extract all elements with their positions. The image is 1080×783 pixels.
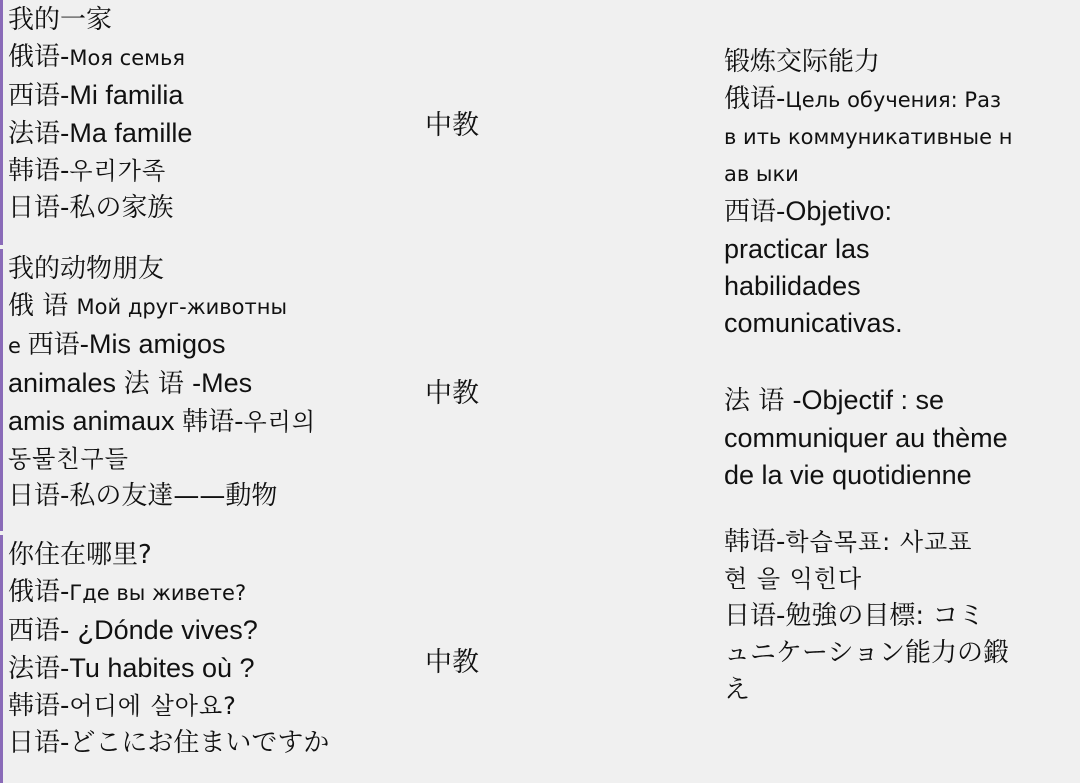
japanese-line: え: [724, 675, 751, 705]
french-line: [8, 115, 414, 153]
lesson-cell-family: [0, 0, 418, 245]
spanish-text: Objetivo:: [785, 196, 892, 226]
spacer: [724, 494, 1072, 524]
russian-line: [8, 288, 414, 326]
spanish-line: [8, 612, 414, 650]
korean-line: [724, 524, 1072, 561]
lesson-title: 我的动物朋友: [8, 254, 165, 284]
russian-text-end: е: [8, 334, 28, 358]
russian-line: [8, 39, 414, 77]
lang-label: 法 语: [123, 369, 193, 399]
lesson-cell-animals: [0, 249, 418, 531]
french-line: communiquer au thème: [724, 423, 1008, 453]
russian-line: [724, 81, 1072, 119]
lang-label: 西语-: [8, 81, 70, 111]
korean-line: 현 을 익힌다: [724, 565, 863, 593]
korean-line: [8, 441, 414, 478]
teacher-label: 中教: [425, 110, 479, 141]
teacher-cell: [421, 249, 717, 531]
lang-label: 法语-: [8, 119, 70, 149]
lang-label: 俄 语: [8, 291, 77, 321]
lang-label: 西语-: [724, 197, 786, 227]
japanese-line: [8, 478, 414, 515]
spanish-line: [724, 193, 1072, 231]
japanese-text: 私の友達——動物: [69, 481, 278, 511]
french-text-end: amis animaux: [8, 406, 183, 436]
korean-line: [8, 688, 414, 725]
french-text: -Objectif : se: [792, 385, 945, 415]
spacer: [724, 342, 1072, 382]
lang-label: 西语-: [8, 616, 78, 646]
mixed-line: [8, 403, 414, 441]
lang-label: 韩语-: [8, 156, 70, 186]
spanish-line: comunicativas.: [724, 308, 903, 338]
french-line: de la vie quotidienne: [724, 460, 972, 490]
russian-text: Мой друг-животны: [76, 295, 288, 319]
korean-text: 우리가족: [69, 157, 167, 185]
japanese-text: 私の家族: [69, 193, 174, 223]
lang-label: 日语-: [8, 193, 70, 223]
russian-text: Где вы живете?: [69, 581, 247, 605]
mixed-line: [8, 326, 414, 365]
lang-label: 俄语-: [8, 577, 70, 607]
spanish-text-end: animales: [8, 368, 124, 398]
french-line: [724, 382, 1072, 420]
teacher-cell: [421, 535, 717, 783]
spanish-line: habilidades: [724, 271, 861, 301]
lang-label: 韩语-: [724, 527, 786, 557]
lesson-title: 我的一家: [8, 5, 113, 35]
japanese-line: [8, 190, 414, 227]
goal-cell: [720, 0, 1080, 783]
korean-text-end: 동물친구들: [8, 445, 129, 473]
spanish-line: [8, 77, 414, 115]
teacher-label: 中教: [425, 377, 479, 409]
russian-text: Моя семья: [69, 46, 185, 70]
lesson-title: 你住在哪里?: [8, 540, 152, 570]
mixed-line: [8, 365, 414, 403]
japanese-text: どこにお住まいですか: [69, 728, 330, 758]
french-text: -Mes: [192, 368, 253, 398]
french-text: Ma famille: [69, 118, 193, 148]
lang-label: 日语-: [724, 601, 786, 631]
lang-label: 韩语-: [8, 691, 70, 721]
japanese-text: 勉強の目標: コミ: [785, 601, 985, 631]
spanish-text: Mis amigos: [89, 329, 226, 359]
japanese-line: [8, 725, 414, 762]
lang-label: 法语-: [8, 654, 70, 684]
lang-label: 日语-: [8, 728, 70, 758]
russian-text: Цель обучения: Раз: [785, 88, 1002, 112]
spanish-line: practicar las: [724, 234, 870, 264]
french-text: Tu habites où ?: [69, 653, 255, 683]
teacher-cell: [421, 0, 717, 245]
lang-label: 俄语-: [8, 42, 70, 72]
spanish-text: ¿Dónde vives?: [77, 615, 258, 645]
lang-label: 俄语-: [724, 84, 786, 114]
lang-label: 西语-: [27, 330, 89, 360]
lang-label: 韩语-: [182, 407, 244, 437]
korean-text: 어디에 살아요?: [69, 692, 237, 720]
russian-line: [8, 574, 414, 612]
french-line: [8, 650, 414, 688]
lesson-cell-residence: [0, 535, 418, 783]
korean-text: 학습목표: 사교표: [785, 528, 973, 556]
russian-line: ав ыки: [724, 162, 799, 186]
lang-label: 法 语: [724, 386, 793, 416]
japanese-line: ュニケーション能力の鍛: [724, 638, 1009, 668]
japanese-line: [724, 598, 1072, 635]
russian-line: в ить коммуникативные н: [724, 125, 1013, 149]
spanish-text: Mi familia: [69, 80, 184, 110]
teacher-label: 中教: [425, 646, 479, 678]
korean-line: [8, 153, 414, 190]
korean-text: 우리의: [243, 408, 317, 436]
goal-title: 锻炼交际能力: [724, 47, 881, 77]
lang-label: 日语-: [8, 481, 70, 511]
